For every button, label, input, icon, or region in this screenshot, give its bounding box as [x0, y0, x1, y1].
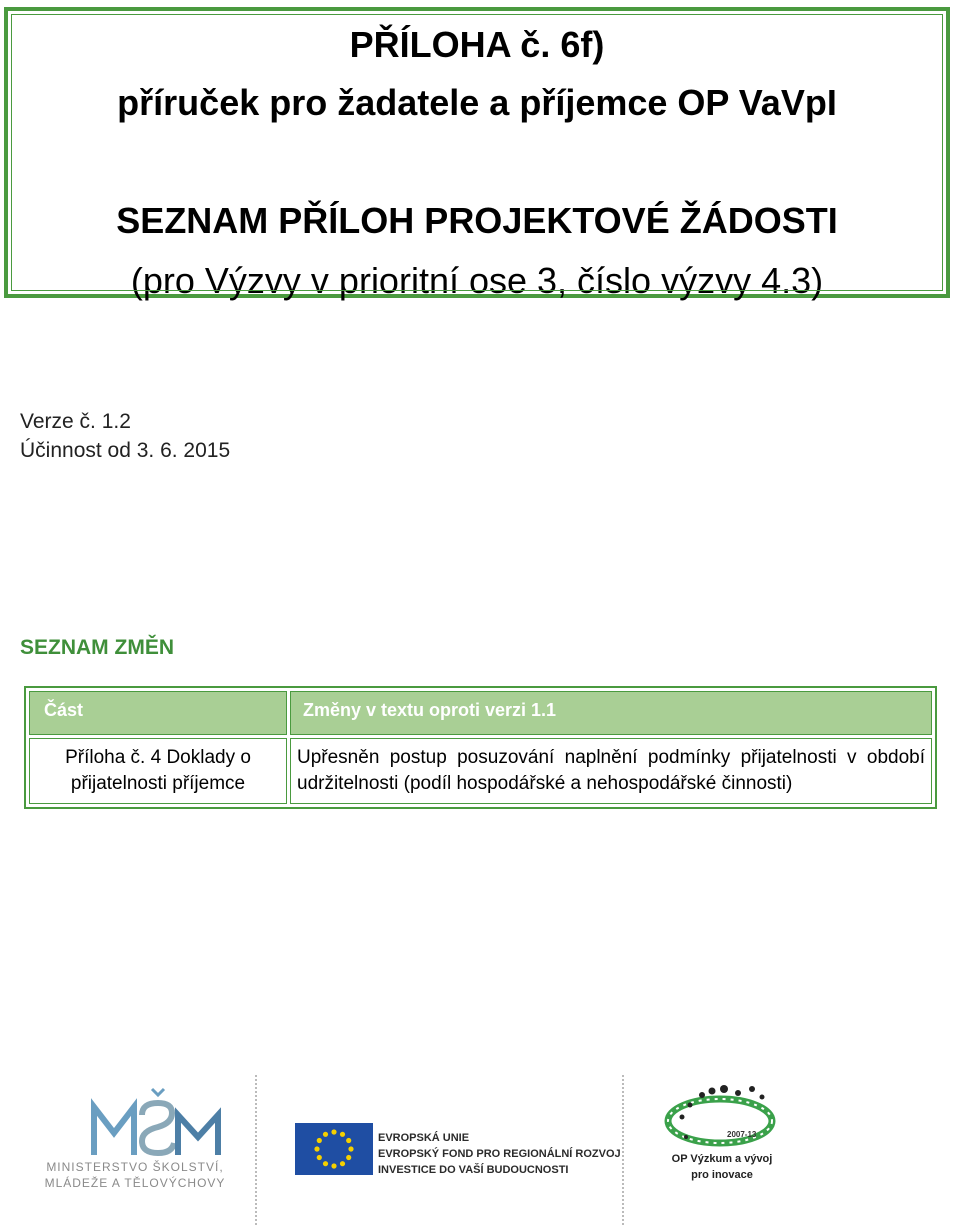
- cell-change: Upřesněn postup posuzování naplnění podmínky přijatelnosti v období udržitelnosti (podíl hospodářské a nehospodářské činnosti): [290, 738, 932, 804]
- eu-line-1: EVROPSKÁ UNIE: [378, 1132, 470, 1144]
- op-vavpi-logo-icon: [662, 1083, 782, 1153]
- footer-logos: [0, 1075, 960, 1225]
- eu-text: [378, 1130, 621, 1178]
- op-line-2: pro inovace: [691, 1169, 753, 1181]
- eu-line-2: EVROPSKÝ FOND PRO REGIONÁLNÍ ROZVOJ: [378, 1148, 621, 1160]
- msmt-name-line-1: MINISTERSTVO ŠKOLSTVÍ,: [46, 1160, 224, 1174]
- logo-separator: [255, 1075, 257, 1225]
- logo-separator: [622, 1075, 624, 1225]
- title-line-4: (pro Výzvy v prioritní ose 3, číslo výzvy 4.3): [130, 260, 824, 301]
- msmt-mark-icon: [80, 1085, 280, 1165]
- op-year-label: 2007-13: [727, 1130, 757, 1139]
- changes-table: [24, 686, 937, 809]
- changes-heading: SEZNAM ZMĚN: [20, 636, 174, 659]
- op-line-1: OP Výzkum a vývoj: [671, 1153, 773, 1165]
- column-header-changes: Změny v textu oproti verzi 1.1: [290, 691, 932, 735]
- eu-flag-icon: [295, 1123, 373, 1175]
- title-box: [4, 7, 950, 301]
- msmt-name-line-2: MLÁDEŽE A TĚLOVÝCHOVY: [44, 1176, 226, 1190]
- table-row: [29, 738, 932, 804]
- version-text: Verze č. 1.2: [20, 410, 131, 433]
- cell-part: Příloha č. 4 Doklady o přijatelnosti příjemce: [29, 738, 287, 804]
- table-header-row: [29, 691, 932, 735]
- title-line-3: SEZNAM PŘÍLOH PROJEKTOVÉ ŽÁDOSTI: [116, 200, 838, 241]
- eu-line-3: INVESTICE DO VAŠÍ BUDOUCNOSTI: [378, 1164, 569, 1176]
- title-line-2: příruček pro žadatele a příjemce OP VaVpI: [117, 82, 837, 123]
- title-line-1: PŘÍLOHA č. 6f): [349, 24, 605, 65]
- column-header-part: Část: [29, 691, 287, 735]
- op-text: [652, 1151, 792, 1183]
- effective-date-text: Účinnost od 3. 6. 2015: [20, 439, 231, 462]
